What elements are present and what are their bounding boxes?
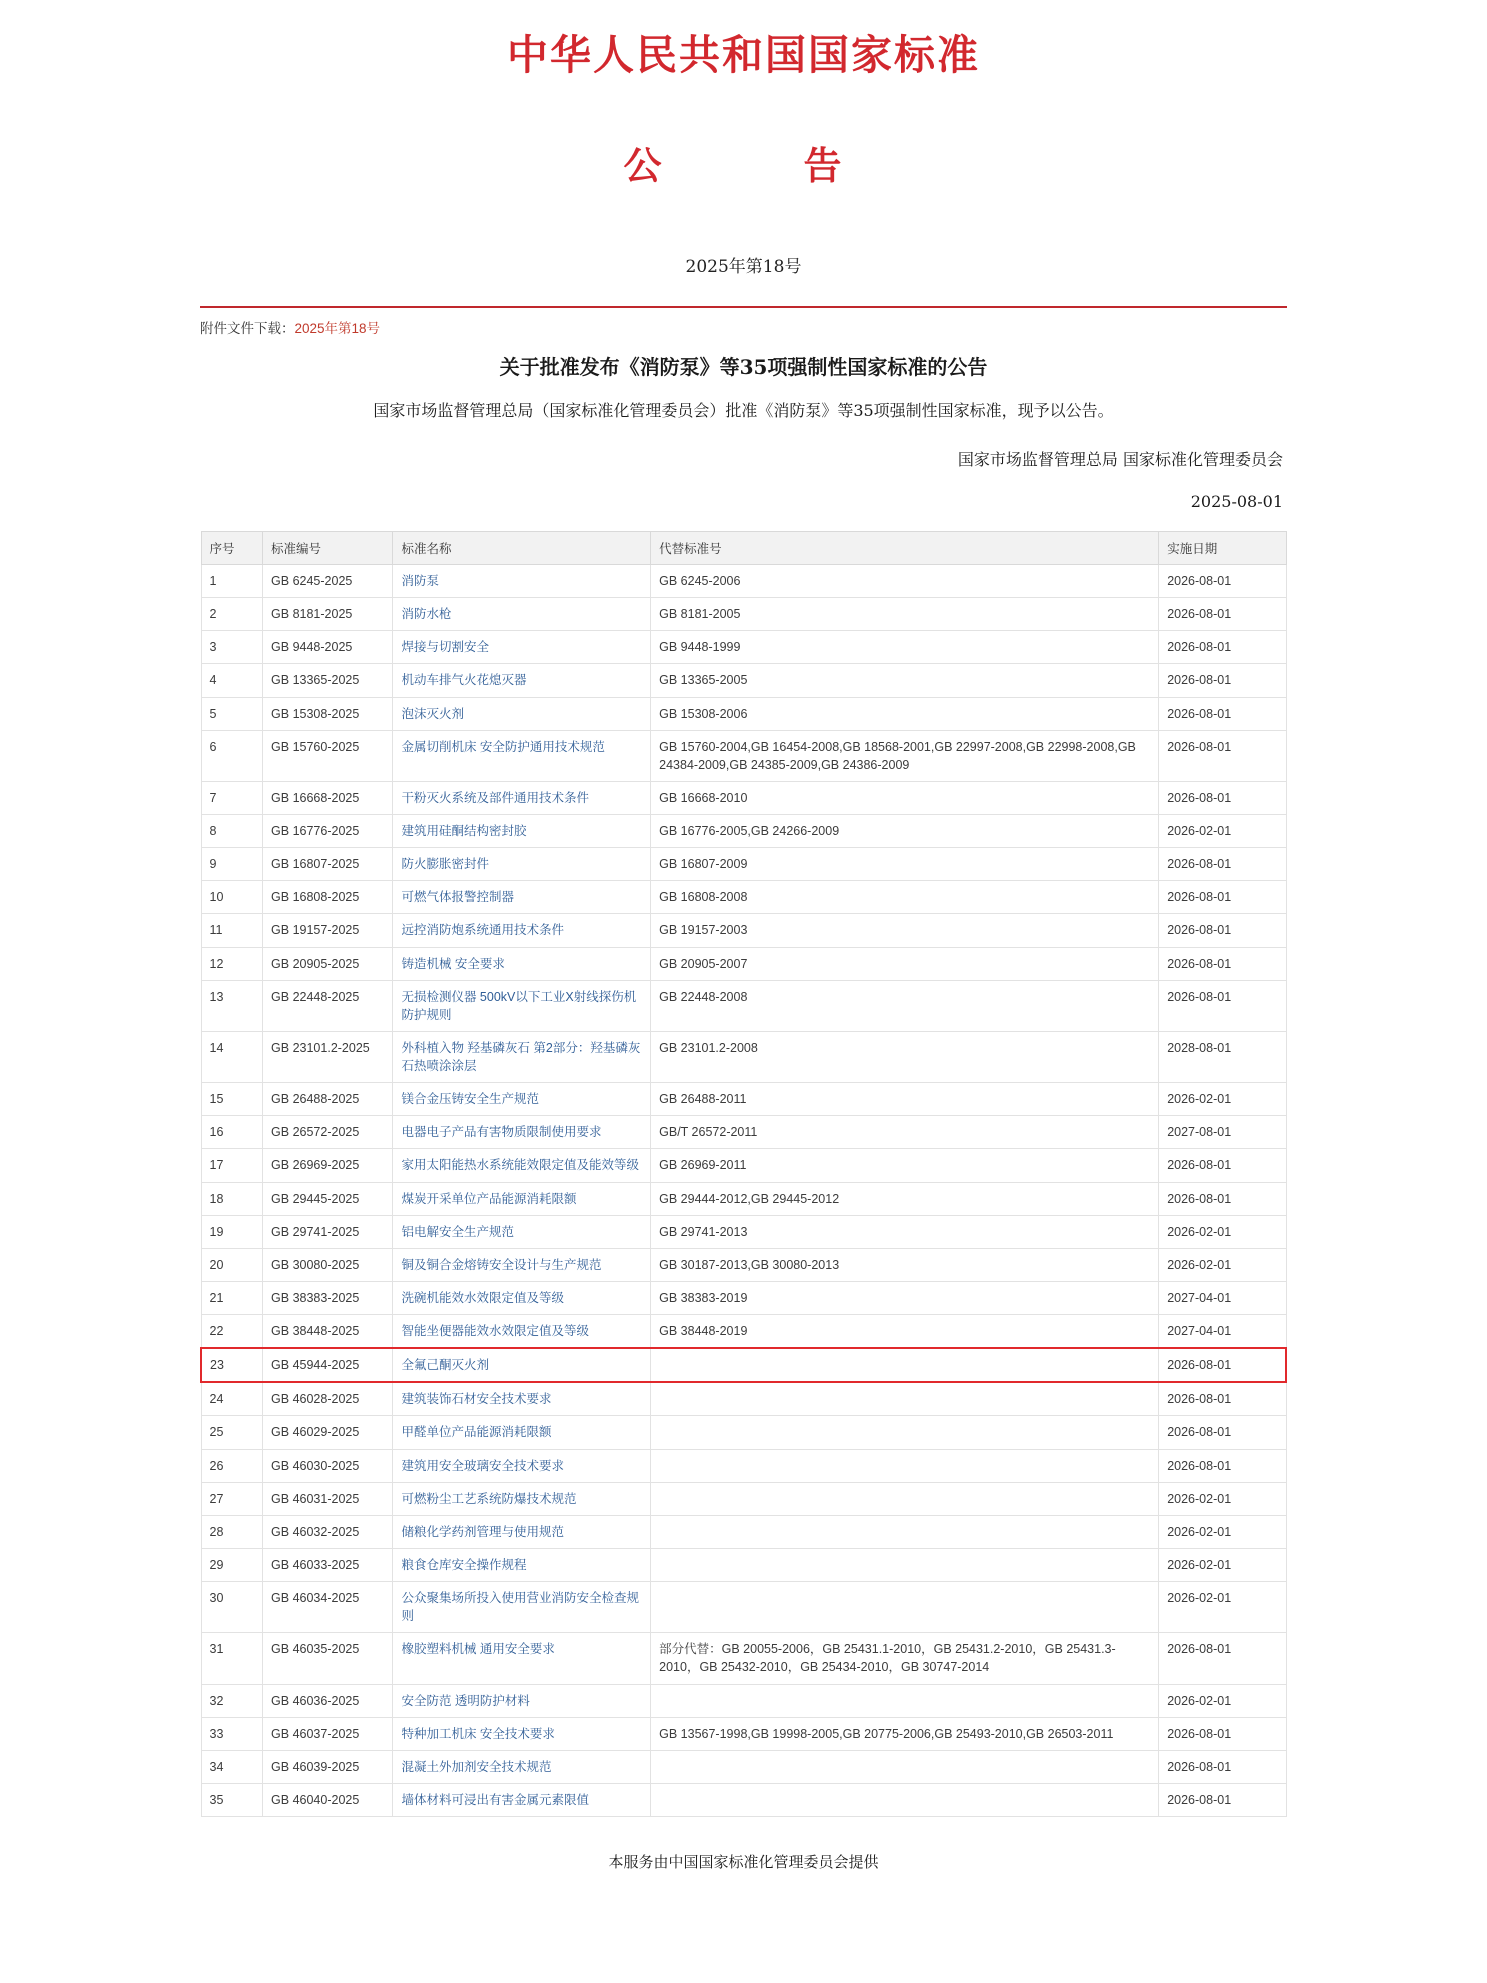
cell-code: GB 29445-2025 <box>263 1182 393 1215</box>
attachment-download-link[interactable]: 2025年第18号 <box>294 321 381 336</box>
cell-replaced: GB 29741-2013 <box>651 1215 1159 1248</box>
cell-replaced: GB 26488-2011 <box>651 1083 1159 1116</box>
cell-code: GB 26572-2025 <box>263 1116 393 1149</box>
cell-no: 31 <box>201 1633 263 1684</box>
cell-no: 26 <box>201 1449 263 1482</box>
cell-name[interactable]: 安全防范 透明防护材料 <box>393 1684 651 1717</box>
cell-replaced: GB 13567-1998,GB 19998-2005,GB 20775-2006,GB 25493-2010,GB 26503-2011 <box>651 1717 1159 1750</box>
cell-name[interactable]: 外科植入物 羟基磷灰石 第2部分：羟基磷灰石热喷涂涂层 <box>393 1031 651 1082</box>
cell-replaced: 部分代替：GB 20055-2006，GB 25431.1-2010，GB 25431.2-2010，GB 25431.3-2010，GB 25432-2010，GB 25434-2010，GB 30747-2014 <box>651 1633 1159 1684</box>
cell-date: 2026-08-01 <box>1159 1633 1286 1684</box>
cell-replaced <box>651 1684 1159 1717</box>
divider-rule <box>200 306 1287 308</box>
cell-name[interactable]: 墙体材料可浸出有害金属元素限值 <box>393 1783 651 1816</box>
table-row <box>201 1116 1286 1149</box>
table-row <box>201 1783 1286 1816</box>
table-header-row <box>201 532 1286 565</box>
cell-date: 2027-04-01 <box>1159 1315 1286 1349</box>
notice-title: 关于批准发布《消防泵》等35项强制性国家标准的公告 <box>499 355 988 379</box>
cell-name[interactable]: 泡沫灭火剂 <box>393 697 651 730</box>
table-row <box>201 1449 1286 1482</box>
table-row <box>201 815 1286 848</box>
standards-table <box>200 531 1287 1817</box>
cell-no: 9 <box>201 848 263 881</box>
cell-replaced <box>651 1750 1159 1783</box>
cell-name[interactable]: 可燃粉尘工艺系统防爆技术规范 <box>393 1482 651 1515</box>
cell-name[interactable]: 铸造机械 安全要求 <box>393 947 651 980</box>
table-row <box>201 1315 1286 1349</box>
cell-no: 19 <box>201 1215 263 1248</box>
cell-code: GB 38448-2025 <box>263 1315 393 1349</box>
cell-replaced: GB 13365-2005 <box>651 664 1159 697</box>
cell-replaced: GB 38448-2019 <box>651 1315 1159 1349</box>
document-title: 中华人民共和国国家标准 <box>507 31 980 79</box>
cell-name[interactable]: 智能坐便器能效水效限定值及等级 <box>393 1315 651 1349</box>
cell-replaced: GB 16807-2009 <box>651 848 1159 881</box>
cell-date: 2026-08-01 <box>1159 881 1286 914</box>
cell-date: 2026-02-01 <box>1159 1548 1286 1581</box>
cell-code: GB 29741-2025 <box>263 1215 393 1248</box>
cell-no: 25 <box>201 1416 263 1449</box>
cell-no: 28 <box>201 1515 263 1548</box>
cell-name[interactable]: 洗碗机能效水效限定值及等级 <box>393 1281 651 1314</box>
cell-date: 2026-08-01 <box>1159 1750 1286 1783</box>
cell-no: 33 <box>201 1717 263 1750</box>
notice-body: 国家市场监督管理总局（国家标准化管理委员会）批准《消防泵》等35项强制性国家标准，现予以公告。 <box>373 401 1114 420</box>
cell-name[interactable]: 消防水枪 <box>393 598 651 631</box>
document-subtitle: 公 告 <box>623 143 864 188</box>
table-row <box>201 1215 1286 1248</box>
cell-no: 2 <box>201 598 263 631</box>
cell-no: 22 <box>201 1315 263 1349</box>
announcement-number: 2025年第18号 <box>685 257 802 277</box>
cell-code: GB 46033-2025 <box>263 1548 393 1581</box>
cell-name[interactable]: 建筑用安全玻璃安全技术要求 <box>393 1449 651 1482</box>
cell-no: 20 <box>201 1248 263 1281</box>
table-row <box>201 1416 1286 1449</box>
cell-date: 2026-08-01 <box>1159 848 1286 881</box>
cell-code: GB 20905-2025 <box>263 947 393 980</box>
table-row <box>201 1482 1286 1515</box>
cell-code: GB 9448-2025 <box>263 631 393 664</box>
column-header-name: 标准名称 <box>393 532 651 565</box>
cell-date: 2026-08-01 <box>1159 1416 1286 1449</box>
cell-name[interactable]: 甲醛单位产品能源消耗限额 <box>393 1416 651 1449</box>
table-row <box>201 1750 1286 1783</box>
cell-replaced: GB 29444-2012,GB 29445-2012 <box>651 1182 1159 1215</box>
table-row <box>201 664 1286 697</box>
cell-code: GB 46028-2025 <box>263 1382 393 1416</box>
cell-name[interactable]: 公众聚集场所投入使用营业消防安全检查规则 <box>393 1582 651 1633</box>
cell-replaced <box>651 1382 1159 1416</box>
cell-date: 2026-08-01 <box>1159 631 1286 664</box>
cell-date: 2026-08-01 <box>1159 1717 1286 1750</box>
cell-no: 24 <box>201 1382 263 1416</box>
cell-code: GB 16776-2025 <box>263 815 393 848</box>
cell-replaced: GB 26969-2011 <box>651 1149 1159 1182</box>
cell-replaced <box>651 1548 1159 1581</box>
cell-code: GB 46032-2025 <box>263 1515 393 1548</box>
cell-date: 2026-08-01 <box>1159 1149 1286 1182</box>
cell-replaced: GB 9448-1999 <box>651 631 1159 664</box>
table-row <box>201 1149 1286 1182</box>
cell-date: 2026-08-01 <box>1159 1449 1286 1482</box>
cell-name[interactable]: 粮食仓库安全操作规程 <box>393 1548 651 1581</box>
cell-date: 2026-08-01 <box>1159 1348 1286 1382</box>
cell-no: 35 <box>201 1783 263 1816</box>
cell-date: 2026-08-01 <box>1159 730 1286 781</box>
table-row <box>201 631 1286 664</box>
table-row <box>201 1717 1286 1750</box>
cell-no: 12 <box>201 947 263 980</box>
notice-date: 2025-08-01 <box>1190 492 1283 511</box>
cell-no: 23 <box>201 1348 263 1382</box>
cell-no: 6 <box>201 730 263 781</box>
cell-no: 3 <box>201 631 263 664</box>
cell-replaced: GB 6245-2006 <box>651 565 1159 598</box>
cell-name[interactable]: 家用太阳能热水系统能效限定值及能效等级 <box>393 1149 651 1182</box>
cell-name[interactable]: 特种加工机床 安全技术要求 <box>393 1717 651 1750</box>
cell-no: 30 <box>201 1582 263 1633</box>
cell-replaced <box>651 1348 1159 1382</box>
table-row <box>201 1182 1286 1215</box>
cell-date: 2026-02-01 <box>1159 1582 1286 1633</box>
table-row <box>201 697 1286 730</box>
cell-name[interactable]: 全氟己酮灭火剂 <box>393 1348 651 1382</box>
cell-replaced: GB 8181-2005 <box>651 598 1159 631</box>
cell-date: 2026-08-01 <box>1159 664 1286 697</box>
cell-name[interactable]: 建筑装饰石材安全技术要求 <box>393 1382 651 1416</box>
cell-code: GB 13365-2025 <box>263 664 393 697</box>
cell-name[interactable]: 远控消防炮系统通用技术条件 <box>393 914 651 947</box>
cell-code: GB 46039-2025 <box>263 1750 393 1783</box>
cell-replaced: GB 15308-2006 <box>651 697 1159 730</box>
cell-date: 2026-02-01 <box>1159 1482 1286 1515</box>
cell-name[interactable]: 建筑用硅酮结构密封胶 <box>393 815 651 848</box>
cell-name[interactable]: 可燃气体报警控制器 <box>393 881 651 914</box>
cell-code: GB 19157-2025 <box>263 914 393 947</box>
cell-no: 18 <box>201 1182 263 1215</box>
attachment-label: 附件文件下载： <box>200 321 295 336</box>
table-row <box>201 1633 1286 1684</box>
cell-replaced: GB 16668-2010 <box>651 781 1159 814</box>
cell-date: 2026-08-01 <box>1159 781 1286 814</box>
table-row <box>201 781 1286 814</box>
cell-no: 14 <box>201 1031 263 1082</box>
cell-date: 2026-08-01 <box>1159 1783 1286 1816</box>
table-row <box>201 1248 1286 1281</box>
cell-date: 2026-02-01 <box>1159 1515 1286 1548</box>
cell-code: GB 46037-2025 <box>263 1717 393 1750</box>
cell-code: GB 46029-2025 <box>263 1416 393 1449</box>
cell-no: 8 <box>201 815 263 848</box>
footer-note: 本服务由中国国家标准化管理委员会提供 <box>608 1853 879 1871</box>
cell-replaced <box>651 1783 1159 1816</box>
cell-date: 2026-08-01 <box>1159 980 1286 1031</box>
cell-code: GB 45944-2025 <box>263 1348 393 1382</box>
table-row <box>201 1281 1286 1314</box>
cell-name[interactable]: 干粉灭火系统及部件通用技术条件 <box>393 781 651 814</box>
cell-code: GB 16807-2025 <box>263 848 393 881</box>
table-row <box>201 881 1286 914</box>
cell-date: 2027-04-01 <box>1159 1281 1286 1314</box>
cell-code: GB 8181-2025 <box>263 598 393 631</box>
cell-name[interactable]: 电器电子产品有害物质限制使用要求 <box>393 1116 651 1149</box>
cell-code: GB 38383-2025 <box>263 1281 393 1314</box>
cell-no: 34 <box>201 1750 263 1783</box>
cell-code: GB 46040-2025 <box>263 1783 393 1816</box>
cell-date: 2026-02-01 <box>1159 815 1286 848</box>
cell-replaced <box>651 1416 1159 1449</box>
cell-date: 2026-08-01 <box>1159 947 1286 980</box>
cell-replaced: GB 38383-2019 <box>651 1281 1159 1314</box>
notice-signature: 国家市场监督管理总局 国家标准化管理委员会 <box>957 450 1283 469</box>
cell-code: GB 16668-2025 <box>263 781 393 814</box>
cell-name[interactable]: 镁合金压铸安全生产规范 <box>393 1083 651 1116</box>
cell-no: 29 <box>201 1548 263 1581</box>
cell-name[interactable]: 焊接与切割安全 <box>393 631 651 664</box>
cell-no: 32 <box>201 1684 263 1717</box>
cell-no: 15 <box>201 1083 263 1116</box>
column-header-code: 标准编号 <box>263 532 393 565</box>
cell-code: GB 22448-2025 <box>263 980 393 1031</box>
cell-date: 2028-08-01 <box>1159 1031 1286 1082</box>
cell-no: 17 <box>201 1149 263 1182</box>
cell-name[interactable]: 铝电解安全生产规范 <box>393 1215 651 1248</box>
cell-replaced: GB 23101.2-2008 <box>651 1031 1159 1082</box>
cell-replaced: GB 16808-2008 <box>651 881 1159 914</box>
table-row <box>201 1348 1286 1382</box>
cell-no: 10 <box>201 881 263 914</box>
cell-replaced: GB 22448-2008 <box>651 980 1159 1031</box>
table-row <box>201 1083 1286 1116</box>
cell-replaced: GB/T 26572-2011 <box>651 1116 1159 1149</box>
table-row <box>201 1031 1286 1082</box>
cell-date: 2026-08-01 <box>1159 1382 1286 1416</box>
cell-code: GB 46031-2025 <box>263 1482 393 1515</box>
cell-date: 2026-02-01 <box>1159 1684 1286 1717</box>
cell-date: 2026-08-01 <box>1159 914 1286 947</box>
cell-code: GB 23101.2-2025 <box>263 1031 393 1082</box>
cell-no: 27 <box>201 1482 263 1515</box>
column-header-date: 实施日期 <box>1159 532 1286 565</box>
cell-no: 11 <box>201 914 263 947</box>
cell-code: GB 6245-2025 <box>263 565 393 598</box>
table-body <box>201 565 1286 1817</box>
cell-replaced: GB 19157-2003 <box>651 914 1159 947</box>
cell-no: 7 <box>201 781 263 814</box>
cell-code: GB 16808-2025 <box>263 881 393 914</box>
cell-no: 4 <box>201 664 263 697</box>
cell-name[interactable]: 储粮化学药剂管理与使用规范 <box>393 1515 651 1548</box>
cell-date: 2026-08-01 <box>1159 565 1286 598</box>
cell-date: 2026-02-01 <box>1159 1248 1286 1281</box>
cell-no: 21 <box>201 1281 263 1314</box>
cell-date: 2026-02-01 <box>1159 1083 1286 1116</box>
cell-date: 2027-08-01 <box>1159 1116 1286 1149</box>
cell-code: GB 46036-2025 <box>263 1684 393 1717</box>
table-row <box>201 1684 1286 1717</box>
cell-replaced: GB 20905-2007 <box>651 947 1159 980</box>
cell-replaced <box>651 1515 1159 1548</box>
cell-replaced <box>651 1482 1159 1515</box>
cell-code: GB 15760-2025 <box>263 730 393 781</box>
table-row <box>201 980 1286 1031</box>
table-row <box>201 947 1286 980</box>
table-row <box>201 598 1286 631</box>
cell-no: 5 <box>201 697 263 730</box>
cell-code: GB 46035-2025 <box>263 1633 393 1684</box>
cell-date: 2026-02-01 <box>1159 1215 1286 1248</box>
cell-name[interactable]: 机动车排气火花熄灭器 <box>393 664 651 697</box>
cell-name[interactable]: 金属切削机床 安全防护通用技术规范 <box>393 730 651 781</box>
cell-code: GB 46034-2025 <box>263 1582 393 1633</box>
cell-replaced: GB 15760-2004,GB 16454-2008,GB 18568-2001,GB 22997-2008,GB 22998-2008,GB 24384-2009,GB 24385-2009,GB 24386-2009 <box>651 730 1159 781</box>
column-header-replaced: 代替标准号 <box>651 532 1159 565</box>
cell-no: 16 <box>201 1116 263 1149</box>
cell-replaced: GB 16776-2005,GB 24266-2009 <box>651 815 1159 848</box>
cell-no: 1 <box>201 565 263 598</box>
table-row <box>201 1582 1286 1633</box>
cell-date: 2026-08-01 <box>1159 697 1286 730</box>
cell-code: GB 46030-2025 <box>263 1449 393 1482</box>
cell-name[interactable]: 无损检测仪器 500kV以下工业X射线探伤机防护规则 <box>393 980 651 1031</box>
cell-name[interactable]: 橡胶塑料机械 通用安全要求 <box>393 1633 651 1684</box>
cell-name[interactable]: 煤炭开采单位产品能源消耗限额 <box>393 1182 651 1215</box>
cell-date: 2026-08-01 <box>1159 598 1286 631</box>
table-row <box>201 1382 1286 1416</box>
cell-replaced: GB 30187-2013,GB 30080-2013 <box>651 1248 1159 1281</box>
attachment-row <box>200 317 1287 337</box>
cell-name[interactable]: 消防泵 <box>393 565 651 598</box>
cell-code: GB 15308-2025 <box>263 697 393 730</box>
table-row <box>201 1548 1286 1581</box>
cell-replaced <box>651 1449 1159 1482</box>
cell-replaced <box>651 1582 1159 1633</box>
table-row <box>201 730 1286 781</box>
table-row <box>201 565 1286 598</box>
cell-code: GB 26969-2025 <box>263 1149 393 1182</box>
cell-name[interactable]: 铜及铜合金熔铸安全设计与生产规范 <box>393 1248 651 1281</box>
cell-code: GB 30080-2025 <box>263 1248 393 1281</box>
table-row <box>201 848 1286 881</box>
column-header-no: 序号 <box>201 532 263 565</box>
cell-no: 13 <box>201 980 263 1031</box>
cell-code: GB 26488-2025 <box>263 1083 393 1116</box>
table-row <box>201 914 1286 947</box>
cell-date: 2026-08-01 <box>1159 1182 1286 1215</box>
cell-name[interactable]: 防火膨胀密封件 <box>393 848 651 881</box>
table-row <box>201 1515 1286 1548</box>
cell-name[interactable]: 混凝土外加剂安全技术规范 <box>393 1750 651 1783</box>
